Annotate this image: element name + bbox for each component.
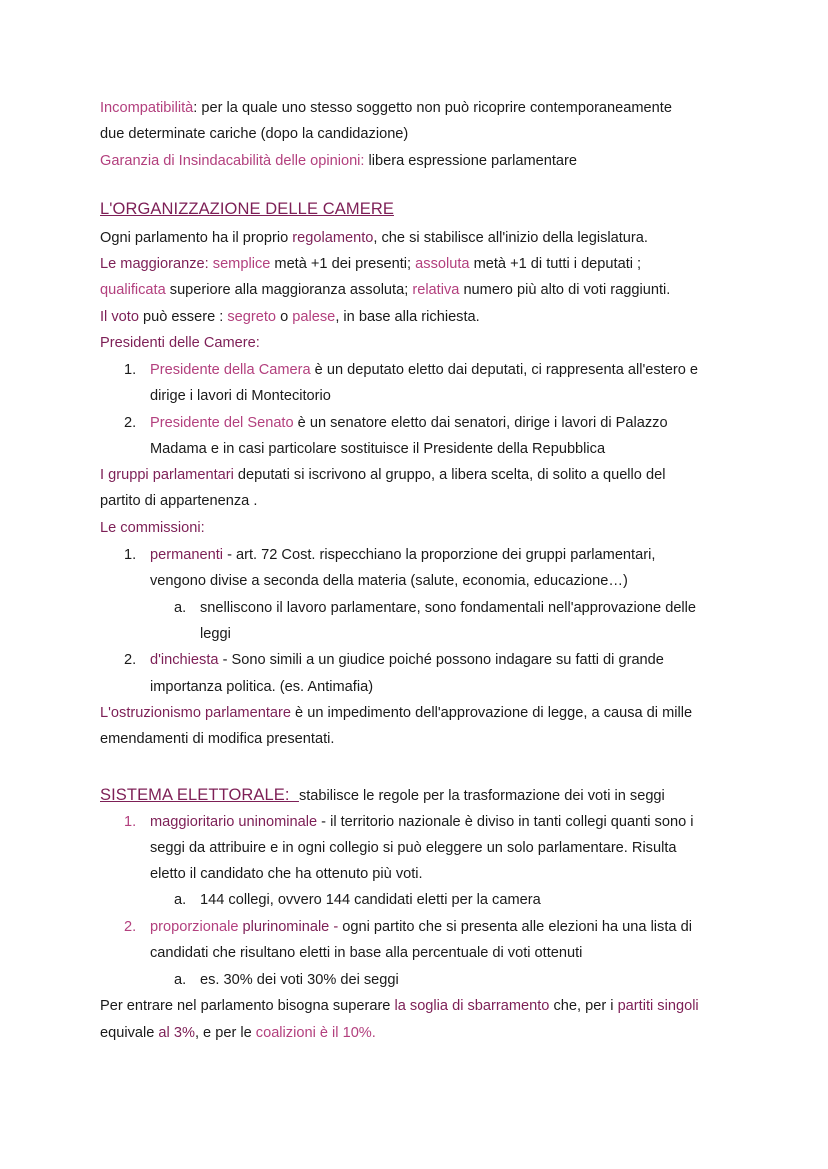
permanenti-line-2: vengono divise a seconda della materia (salute, economia, educazione…) bbox=[150, 573, 628, 589]
presidente-senato-line-2: Madama e in casi particolare sostituisce il Presidente della Repubblica bbox=[150, 441, 606, 457]
incompatibilita-line-1: Incompatibilità: per la quale uno stesso soggetto non può ricoprire contemporaneamente bbox=[100, 100, 672, 116]
heading-sistema-elettorale: SISTEMA ELETTORALE: stabilisce le regole per la trasformazione dei voti in seggi bbox=[100, 786, 665, 804]
maggioritario-line-3: eletto il candidato che ha ottenuto più voti. bbox=[150, 866, 423, 882]
term-garanzia: Garanzia di Insindacabilità delle opinioni: bbox=[100, 153, 365, 169]
term-incompatibilita: Incompatibilità bbox=[100, 100, 194, 116]
heading-organizzazione: L'ORGANIZZAZIONE DELLE CAMERE bbox=[100, 200, 394, 218]
soglia-line-2: equivale al 3%, e per le coalizioni è il 10%. bbox=[100, 1025, 376, 1041]
incompatibilita-line-2: due determinate cariche (dopo la candidazione) bbox=[100, 126, 409, 142]
maggioranze-line-1: Le maggioranze: semplice metà +1 dei presenti; assoluta metà +1 di tutti i deputati ; bbox=[100, 256, 642, 272]
soglia-line-1: Per entrare nel parlamento bisogna superare la soglia di sbarramento che, per i partiti singoli bbox=[100, 998, 699, 1014]
commissioni-heading: Le commissioni: bbox=[100, 520, 205, 536]
ostruzionismo-line-2: emendamenti di modifica presentati. bbox=[100, 731, 335, 747]
regolamento-line: Ogni parlamento ha il proprio regolamento, che si stabilisce all'inizio della legislatura. bbox=[100, 230, 648, 246]
voto-line: Il voto può essere : segreto o palese, in base alla richiesta. bbox=[100, 309, 480, 325]
maggioranze-line-2: qualificata superiore alla maggioranza assoluta; relativa numero più alto di voti raggiunti. bbox=[100, 282, 671, 298]
presidente-camera-line-2: dirige i lavori di Montecitorio bbox=[150, 388, 331, 404]
permanenti-sub-line-2: leggi bbox=[200, 626, 231, 642]
gruppi-line-1: I gruppi parlamentari deputati si iscrivono al gruppo, a libera scelta, di solito a quello del bbox=[100, 467, 666, 483]
term-regolamento: regolamento bbox=[292, 230, 374, 246]
inchiesta-line-2: importanza politica. (es. Antimafia) bbox=[150, 679, 374, 695]
maggioritario-line-2: seggi da attribuire e in ogni collegio si può eleggere un solo parlamentare. Risulta bbox=[150, 840, 677, 856]
presidenti-heading: Presidenti delle Camere: bbox=[100, 335, 260, 351]
document-page: Incompatibilità: per la quale uno stesso soggetto non può ricoprire contemporaneamente due determinate cariche (dopo la candidazione) Garanzia di Insindacabilità delle opinioni: libera espressione parlamentare L'ORGANIZZAZIONE DELLE CAMERE Ogni parlamento ha il proprio regolamento, che si stabilisce all'inizio della legislatura. Le maggioranze: semplice metà +1 dei presenti; assoluta metà +1 di tutti i deputati ; qualificata superiore alla maggioranza assoluta; relativa numero più alto di voti raggiunti. Il voto può essere : segreto o palese, in base alla richiesta. Presidenti delle Camere: 1. Presidente della Camera è un deputato eletto dai deputati, ci rappresenta all'estero e dirige i lavori di Montecitorio 2. Presidente del Senato è un senatore eletto dai senatori, dirige i lavori di Palazzo Madama e in casi particolare sostituisce il Presidente della Repubblica I gruppi parlamentari deputati si iscrivono al gruppo, a libera scelta, di solito a quello del partito di appartenenza . Le commissioni: 1. permanenti - art. 72 Cost. rispecchiano la proporzione dei gruppi parlamentari, vengono divise a seconda della materia (salute, economia, educazione…) a. snelliscono il lavoro parlamentare, sono fondamentali nell'approvazione delle leggi 2. d'inchiesta - Sono simili a un giudice poiché possono indagare su fatti di grande importanza politica. (es. Antimafia) L'ostruzionismo parlamentare è un impedimento dell'approvazione di legge, a causa di mille emendamenti di modifica presentati. SISTEMA ELETTORALE: stabilisce le regole per la trasformazione dei voti in seggi 1. maggioritario uninominale - il territorio nazionale è diviso in tanti collegi quanti sono i seggi da attribuire e in ogni collegio si può eleggere un solo parlamentare. Risulta eletto il candidato che ha ottenuto più voti. a. 144 collegi, ovvero 144 candidati eletti per la camera 2. proporzionale plurinominale - ogni partito che si presenta alle elezioni ha una lista di candidati che risultano eletti in base alla percentuale di voti ottenuti a. es. 30% dei voti 30% dei seggi Per entrare nel parlamento bisogna superare la soglia di sbarramento che, per i partiti singoli equivale al 3%, e per le coalizioni è il 10%. bbox=[0, 0, 828, 1169]
term-maggioranze: Le maggioranze: bbox=[100, 256, 209, 272]
gruppi-line-2: partito di appartenenza . bbox=[100, 493, 258, 509]
proporzionale-line-2: candidati che risultano eletti in base alla percentuale di voti ottenuti bbox=[150, 945, 583, 961]
garanzia-line: Garanzia di Insindacabilità delle opinioni: libera espressione parlamentare bbox=[100, 153, 578, 169]
ostruzionismo-line-1: L'ostruzionismo parlamentare è un impedimento dell'approvazione di legge, a causa di mille bbox=[100, 705, 693, 721]
